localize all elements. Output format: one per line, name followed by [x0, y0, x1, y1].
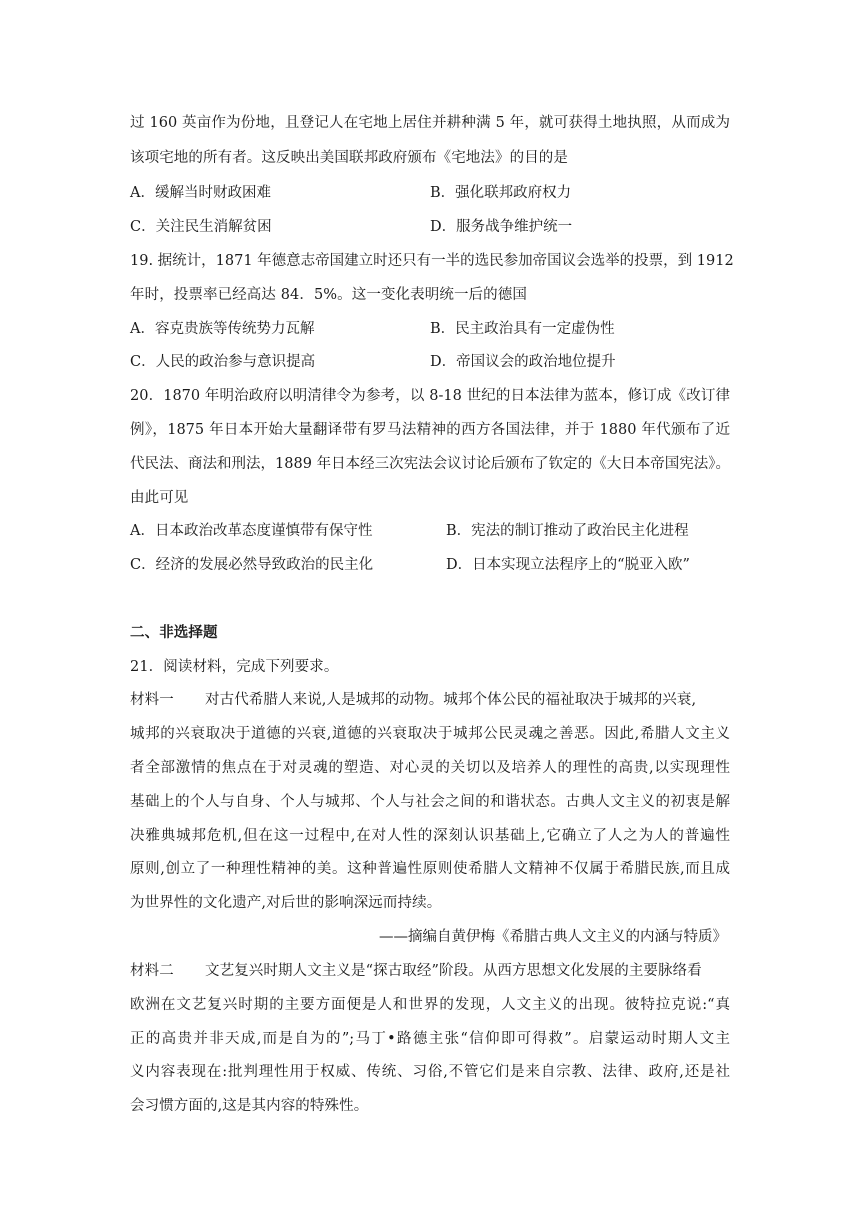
- q20-option-d: D．日本实现立法程序上的“脱亚入欧”: [446, 557, 690, 573]
- section-heading: 二、非选择题: [130, 625, 218, 641]
- material-2-line-4: 义内容表现在:批判理性用于权威、传统、习俗,不管它们是来自宗教、法律、政府,还是社: [130, 1064, 730, 1080]
- material-1-line-3: 者全部激情的焦点在于对灵魂的塑造、对心灵的关切以及培养人的理性的高贵,以实现理性: [130, 760, 730, 776]
- q18-option-d: D．服务战争维护统一: [430, 219, 573, 235]
- q19-stem-line-2: 年时，投票率已经高达 84．5%。这一变化表明统一后的德国: [130, 287, 527, 303]
- material-2-label: 材料二: [130, 963, 174, 979]
- q20-stem-line-2: 例》，1875 年日本开始大量翻译带有罗马法精神的西方各国法律，并于 1880 年代颁布了近: [130, 422, 730, 438]
- q20-option-c: C．经济的发展必然导致政治的民主化: [130, 557, 374, 573]
- q20-stem-line-1: 20．1870 年明治政府以明清律令为参考，以 8-18 世纪的日本法律为蓝本，修订成《改订律: [130, 388, 730, 404]
- q19-option-d: D．帝国议会的政治地位提升: [430, 354, 616, 370]
- material-1-line-1: 对古代希腊人来说,人是城邦的动物。城邦个体公民的福祉取决于城邦的兴衰,: [205, 692, 697, 708]
- q20-stem-line-3: 代民法、商法和刑法，1889 年日本经三次宪法会议讨论后颁布了钦定的《大日本帝国宪法》。: [130, 456, 730, 472]
- material-2-line-2: 欧洲在文艺复兴时期的主要方面便是人和世界的发现，人文主义的出现。彼特拉克说:“真: [130, 997, 730, 1013]
- material-1-line-6: 原则,创立了一种理性精神的美。这种普遍性原则使希腊人文精神不仅属于希腊民族,而且成: [130, 861, 730, 877]
- q20-option-a: A．日本政治改革态度谨慎带有保守性: [130, 523, 373, 539]
- material-1-line-7: 为世界性的文化遗产,对后世的影响深远而持续。: [130, 895, 442, 911]
- q18-stem-line-1: 过 160 英亩作为份地，且登记人在宅地上居住并耕种满 5 年，就可获得土地执照，从而成为: [130, 115, 730, 131]
- q20-stem-line-4: 由此可见: [130, 490, 189, 506]
- material-1-line-2: 城邦的兴衰取决于道德的兴衰,道德的兴衰取决于城邦公民灵魂之善恶。因此,希腊人文主义: [130, 726, 730, 742]
- q19-option-a: A．容克贵族等传统势力瓦解: [130, 321, 315, 337]
- q19-stem-line-1: 19. 据统计，1871 年德意志帝国建立时还只有一半的选民参加帝国议会选举的投票，到 1912: [130, 253, 734, 269]
- material-1-label: 材料一: [130, 692, 174, 708]
- q18-option-c: C．关注民生消解贫困: [130, 219, 272, 235]
- material-2-line-1: 文艺复兴时期人文主义是“探古取经”阶段。从西方思想文化发展的主要脉络看: [205, 963, 702, 979]
- material-1-source: ——摘编自黄伊梅《希腊古典人文主义的内涵与特质》: [379, 929, 727, 945]
- material-2-line-5: 会习惯方面的,这是其内容的特殊性。: [130, 1098, 369, 1114]
- q18-option-b: B．强化联邦政府权力: [430, 185, 572, 201]
- q19-option-b: B．民主政治具有一定虚伪性: [430, 321, 615, 337]
- material-1-line-4: 基础上的个人与自身、个人与城邦、个人与社会之间的和谐状态。古典人文主义的初衷是解: [130, 794, 730, 810]
- material-1-line-5: 决雅典城邦危机,但在这一过程中,在对人性的深刻认识基础上,它确立了人之为人的普遍性: [130, 828, 730, 844]
- q21-intro: 21．阅读材料，完成下列要求。: [130, 659, 339, 675]
- q18-stem-line-2: 该项宅地的所有者。这反映出美国联邦政府颁布《宅地法》的目的是: [130, 150, 568, 166]
- material-2-line-3: 正的高贵并非天成,而是自为的”;马丁•路德主张“信仰即可得救”。启蒙运动时期人文主: [130, 1031, 730, 1047]
- q18-option-a: A．缓解当时财政困难: [130, 185, 271, 201]
- q20-option-b: B．宪法的制订推动了政治民主化进程: [446, 523, 689, 539]
- q19-option-c: C．人民的政治参与意识提高: [130, 354, 316, 370]
